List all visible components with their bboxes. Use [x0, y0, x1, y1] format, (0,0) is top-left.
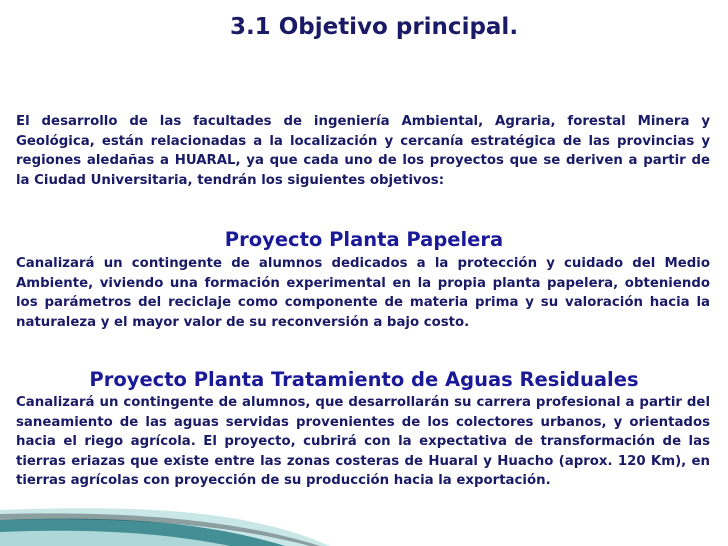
section-heading-aguas-residuales: Proyecto Planta Tratamiento de Aguas Residuales — [89, 368, 639, 391]
intro-paragraph: El desarrollo de las facultades de ingeniería Ambiental, Agraria, forestal Minera y Geológica, están relacionadas a la localización y cercanía estratégica de las provincias y regiones aledañas a HUARAL, ya que cada uno de los proyectos que se deriven a partir de la Ciudad Universitaria, tendrán los siguientes objetivos: — [16, 114, 710, 188]
section-body-planta-papelera: Canalizará un contingente de alumnos dedicados a la protección y cuidado del Medio Ambiente, viviendo una formación experimental en la propia planta papelera, obteniendo los parámetros del reciclaje como componente de materia prima y su valoración hacia la naturaleza y el mayor valor de su reconversión a bajo costo. — [16, 256, 710, 330]
decorative-wave-footer — [0, 476, 728, 546]
slide-title: 3.1 Objetivo principal. — [229, 14, 519, 40]
section-heading-planta-papelera: Proyecto Planta Papelera — [224, 228, 504, 251]
section-body-aguas-residuales: Canalizará un contingente de alumnos, que desarrollarán su carrera profesional a partir del saneamiento de las aguas servidas provenientes de los colectores urbanos, y orientados hacia el riego agrícola. El proyecto, cubrirá con la expectativa de transformación de las tierras eriazas que existe entre las zonas costeras de Huaral y Huacho (aprox. 120 Km), en tierras agrícolas con proyección de su producción hacia la exportación. — [16, 395, 710, 488]
